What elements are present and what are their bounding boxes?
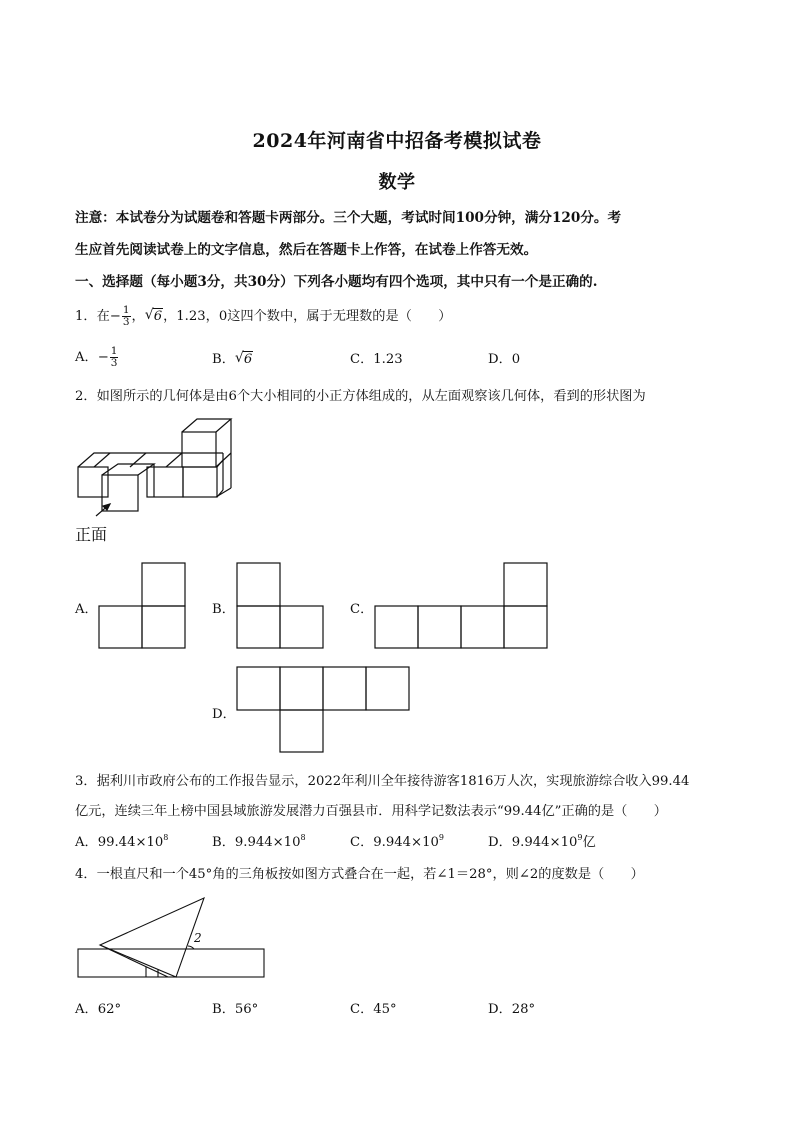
q2-option-c[interactable]: C． [350, 602, 374, 617]
fraction-one-third: $\frac{1}{3}$ [122, 304, 130, 328]
q2-option-a[interactable]: A． [75, 602, 98, 617]
front-view-label: 正面 [75, 525, 108, 544]
q1-option-d[interactable]: D．0 [488, 352, 521, 367]
q3-option-a[interactable]: A．$99.44\times 10^8$ [75, 833, 169, 850]
notice-line-1: 注意：本试卷分为试题卷和答题卡两部分。三个大题，考试时间100分钟，满分120分。考 [75, 210, 622, 226]
question-1-stem: 1．在− $\frac{1}{3}$ ， √ 6，1.23，0这四个数中，属于无理数的是（ ） [75, 304, 452, 328]
q3-option-b[interactable]: B．$9.944\times 10^8$ [212, 833, 306, 850]
q1-option-b[interactable]: B． √ 6 [212, 350, 253, 367]
q3-option-c[interactable]: C．$9.944\times 10^9$ [350, 833, 444, 850]
section-1-heading: 一、选择题（每小题3分，共30分）下列各小题均有四个选项，其中只有一个是正确的. [75, 274, 598, 290]
q4-option-a[interactable]: A．62° [75, 1002, 122, 1017]
exam-subject: 数学 [378, 172, 416, 193]
q1-option-a[interactable]: A．− $\frac{1}{3}$ [75, 345, 118, 369]
exam-title: 2024年河南省中招备考模拟试卷 [252, 130, 542, 152]
notice-line-2: 生应首先阅读试卷上的文字信息，然后在答题卡上作答，在试卷上作答无效。 [75, 242, 538, 258]
q1-option-c[interactable]: C．1.23 [350, 352, 403, 367]
q2-option-b[interactable]: B． [212, 602, 235, 617]
sqrt-six: √ 6 [144, 307, 163, 324]
q4-option-d[interactable]: D．28° [488, 1002, 536, 1017]
q2-option-d[interactable]: D． [212, 707, 236, 722]
q4-option-b[interactable]: B．56° [212, 1002, 259, 1017]
question-2-stem: 2．如图所示的几何体是由6个大小相同的小正方体组成的，从左面观察该几何体，看到的形状图为 [75, 389, 646, 404]
q3-option-d[interactable]: D．$9.944\times 10^9$亿 [488, 833, 596, 850]
q4-option-c[interactable]: C．45° [350, 1002, 397, 1017]
angle-2-label: 2 [194, 931, 202, 945]
question-3-line-1: 3．据利川市政府公布的工作报告显示，2022年利川全年接待游客1816万人次，实现旅游综合收入99.44 [75, 774, 690, 789]
question-3-line-2: 亿元，连续三年上榜中国县域旅游发展潜力百强县市．用科学记数法表示“99.44亿”正确的是（ ） [75, 804, 667, 819]
question-4-stem: 4．一根直尺和一个45°角的三角板按如图方式叠合在一起，若∠1＝28°，则∠2的度数是（ ） [75, 867, 644, 882]
